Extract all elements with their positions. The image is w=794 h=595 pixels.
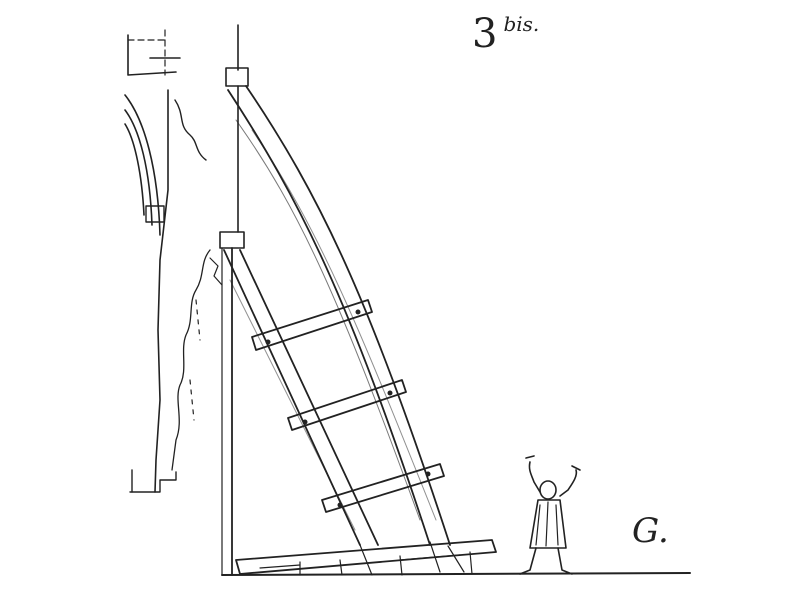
engraver-signature: G. <box>632 511 669 551</box>
short-shore <box>224 250 378 545</box>
pier <box>210 25 248 575</box>
wall <box>125 30 210 492</box>
plate-number <box>472 11 540 57</box>
raking-shore <box>228 86 450 545</box>
cross-brace-upper <box>252 300 372 350</box>
ground-line <box>222 573 690 575</box>
figure-person <box>520 456 580 574</box>
plate-number-value: 3 <box>472 11 498 57</box>
plate-number-suffix: bis. <box>503 12 540 36</box>
sole-plate <box>236 540 496 575</box>
